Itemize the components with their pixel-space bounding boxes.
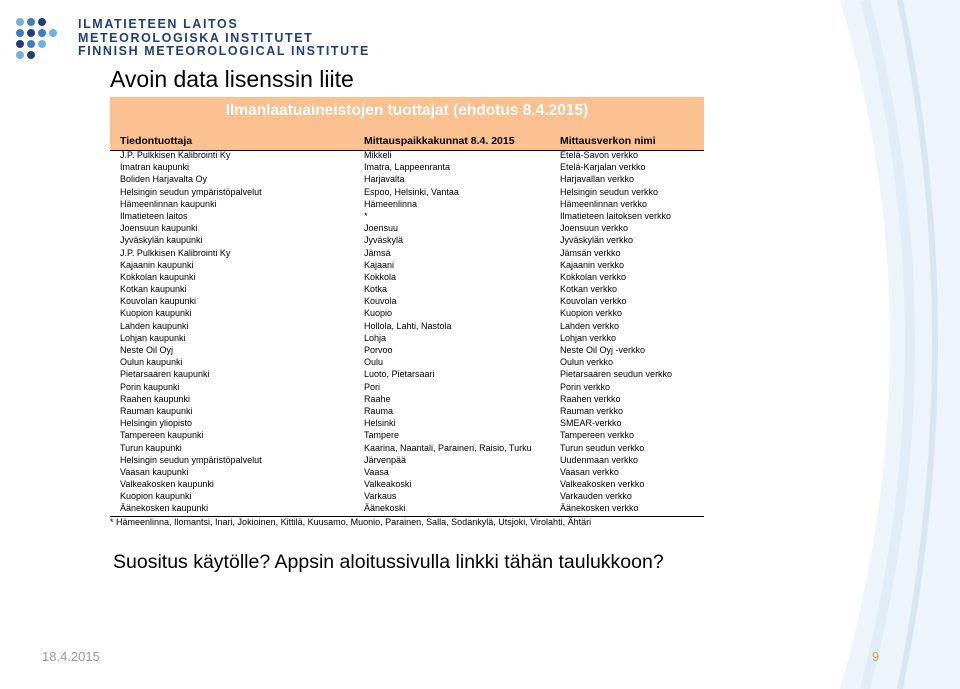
cell-producer: Kokkolan kaupunki bbox=[120, 271, 196, 282]
cell-producer: Kouvolan kaupunki bbox=[120, 296, 197, 307]
cell-network: Hämeenlinnan verkko bbox=[560, 198, 648, 209]
cell-network: Kouvolan verkko bbox=[560, 296, 627, 307]
cell-locations: Oulu bbox=[364, 357, 384, 368]
table-row bbox=[110, 442, 704, 454]
cell-locations: Tampere bbox=[364, 430, 400, 441]
cell-locations: Kotka bbox=[364, 284, 388, 295]
cell-locations: Jyväskylä bbox=[364, 235, 404, 246]
cell-producer: Valkeakosken kaupunki bbox=[120, 479, 214, 490]
table-row bbox=[110, 149, 704, 161]
page-number: 9 bbox=[872, 649, 880, 664]
cell-producer: Jyväskylän kaupunki bbox=[120, 235, 203, 246]
table-row bbox=[110, 307, 704, 319]
cell-locations: Varkaus bbox=[364, 491, 397, 502]
cell-network: Neste Oil Oyj -verkko bbox=[560, 345, 646, 355]
cell-network: Lahden verkko bbox=[560, 320, 620, 331]
table-row bbox=[110, 344, 704, 356]
cell-locations: Mikkeli bbox=[364, 150, 392, 160]
cell-network: Helsingin seudun verkko bbox=[560, 186, 659, 197]
cell-producer: Raahen kaupunki bbox=[120, 393, 191, 404]
table-row bbox=[110, 283, 704, 295]
cell-producer: Kajaanin kaupunki bbox=[120, 259, 194, 270]
cell-network: Kuopion verkko bbox=[560, 308, 623, 319]
cell-producer: Oulun kaupunki bbox=[120, 357, 183, 368]
cell-producer: Kuopion kaupunki bbox=[120, 491, 192, 502]
cell-locations: Hollola, Lahti, Nastola bbox=[364, 320, 452, 331]
cell-network: Tampereen verkko bbox=[560, 430, 635, 441]
table-row bbox=[110, 173, 704, 185]
cell-locations: Hämeenlinna bbox=[364, 198, 418, 209]
cell-locations: Valkeakoski bbox=[364, 479, 412, 490]
table-row bbox=[110, 259, 704, 271]
cell-producer: Rauman kaupunki bbox=[120, 405, 193, 416]
cell-locations: Vaasa bbox=[364, 466, 389, 477]
cell-locations: Raahe bbox=[364, 393, 391, 404]
column-network: Mittausverkon nimi bbox=[560, 135, 656, 147]
table-row bbox=[110, 222, 704, 234]
cell-producer: Lohjan kaupunki bbox=[120, 332, 186, 343]
cell-producer: Ilmatieteen laitos bbox=[120, 210, 188, 221]
table-row bbox=[110, 247, 704, 259]
cell-producer: Hämeenlinnan kaupunki bbox=[120, 198, 217, 209]
suggestion-text: Suositus käytölle? Appsin aloitussivulla linkki tähän taulukkoon? bbox=[113, 551, 664, 573]
cell-locations: Rauma bbox=[364, 405, 394, 416]
table-row bbox=[110, 210, 704, 222]
table-row bbox=[110, 356, 704, 368]
cell-network: Lohjan verkko bbox=[560, 332, 617, 343]
logo-line-2: METEOROLOGISKA INSTITUTET bbox=[78, 30, 314, 45]
cell-producer: Turun kaupunki bbox=[120, 442, 182, 453]
table-row bbox=[110, 381, 704, 393]
cell-network: Jämsän verkko bbox=[560, 247, 621, 258]
cell-network: Valkeakosken verkko bbox=[560, 479, 645, 490]
cell-locations: Kuopio bbox=[364, 308, 393, 319]
cell-locations: Porvoo bbox=[364, 345, 393, 355]
table-row bbox=[110, 417, 704, 429]
table-row bbox=[110, 320, 704, 332]
cell-producer: Imatran kaupunki bbox=[120, 162, 190, 173]
cell-network: Etelä-Savon verkko bbox=[560, 150, 639, 160]
cell-network: Kajaanin verkko bbox=[560, 259, 625, 270]
cell-producer: J.P. Pulkkisen Kalibrointi Ky bbox=[120, 150, 231, 160]
table-row bbox=[110, 466, 704, 478]
cell-producer: Neste Oil Oyj bbox=[120, 345, 174, 355]
cell-network: Porin verkko bbox=[560, 381, 611, 392]
cell-producer: Helsingin yliopisto bbox=[120, 418, 193, 429]
cell-producer: Äänekosken kaupunki bbox=[120, 503, 209, 514]
cell-producer: Kotkan kaupunki bbox=[120, 284, 187, 295]
cell-network: Uudenmaan verkko bbox=[560, 454, 639, 465]
cell-producer: Helsingin seudun ympäristöpalvelut bbox=[120, 454, 262, 465]
table-row bbox=[110, 186, 704, 198]
table-row bbox=[110, 502, 704, 514]
cell-producer: Joensuun kaupunki bbox=[120, 223, 198, 234]
table-row bbox=[110, 478, 704, 490]
cell-network: Kokkolan verkko bbox=[560, 271, 627, 282]
cell-network: Vaasan verkko bbox=[560, 466, 619, 477]
cell-network: Jyväskylän verkko bbox=[560, 235, 634, 246]
cell-network: Pietarsaaren seudun verkko bbox=[560, 369, 673, 380]
cell-locations: Imatra, Lappeenranta bbox=[364, 162, 451, 173]
cell-producer: Boliden Harjavalta Oy bbox=[120, 174, 208, 185]
logo-line-1: ILMATIETEEN LAITOS bbox=[78, 17, 239, 31]
fmi-logo-icon bbox=[14, 16, 64, 62]
cell-network: Äänekosken verkko bbox=[560, 503, 639, 514]
cell-producer: Kuopion kaupunki bbox=[120, 308, 192, 319]
table-row bbox=[110, 405, 704, 417]
table-column-header bbox=[110, 129, 704, 151]
cell-network: Raahen verkko bbox=[560, 393, 621, 404]
table-row bbox=[110, 332, 704, 344]
cell-network: Harjavallan verkko bbox=[560, 174, 635, 185]
table-title-bar bbox=[110, 97, 704, 129]
cell-locations: Harjavalta bbox=[364, 174, 405, 185]
footer-date: 18.4.2015 bbox=[42, 649, 100, 664]
cell-network: Kotkan verkko bbox=[560, 284, 618, 295]
cell-network: Joensuun verkko bbox=[560, 223, 629, 234]
cell-producer: Lahden kaupunki bbox=[120, 320, 189, 331]
cell-locations: Luoto, Pietarsaari bbox=[364, 369, 435, 380]
cell-locations: Kajaani bbox=[364, 259, 395, 270]
cell-locations: * bbox=[364, 210, 368, 221]
table-row bbox=[110, 490, 704, 502]
table-row bbox=[110, 161, 704, 173]
table-row bbox=[110, 295, 704, 307]
decorative-arcs bbox=[820, 0, 960, 689]
slide-title: Avoin data lisenssin liite bbox=[110, 66, 354, 92]
table-row bbox=[110, 429, 704, 441]
table-body bbox=[110, 149, 704, 515]
logo-line-3: FINNISH METEOROLOGICAL INSTITUTE bbox=[78, 44, 370, 58]
cell-producer: Helsingin seudun ympäristöpalvelut bbox=[120, 186, 262, 197]
cell-locations: Kouvola bbox=[364, 296, 397, 307]
cell-producer: Pietarsaaren kaupunki bbox=[120, 369, 210, 380]
table-title: Ilmanlaatuaineistojen tuottajat (ehdotus 8.4.2015) bbox=[225, 102, 589, 119]
cell-producer: Vaasan kaupunki bbox=[120, 466, 189, 477]
cell-network: Oulun verkko bbox=[560, 357, 614, 368]
cell-locations: Lohja bbox=[364, 332, 387, 343]
cell-network: Rauman verkko bbox=[560, 405, 624, 416]
cell-network: Etelä-Karjalan verkko bbox=[560, 162, 646, 173]
cell-network: SMEAR-verkko bbox=[560, 418, 622, 429]
cell-locations: Kaarina, Naantali, Parainen, Raisio, Turku bbox=[364, 442, 532, 453]
cell-locations: Jämsä bbox=[364, 247, 391, 258]
cell-locations: Helsinki bbox=[364, 418, 396, 429]
table-row bbox=[110, 234, 704, 246]
cell-locations: Pori bbox=[364, 381, 381, 392]
institute-logo bbox=[14, 14, 370, 64]
table-row bbox=[110, 271, 704, 283]
cell-producer: Porin kaupunki bbox=[120, 381, 180, 392]
cell-network: Varkauden verkko bbox=[560, 491, 632, 502]
column-producer: Tiedontuottaja bbox=[120, 135, 193, 147]
cell-locations: Äänekoski bbox=[364, 503, 406, 514]
cell-producer: J.P. Pulkkisen Kalibrointi Ky bbox=[120, 247, 231, 258]
table-row bbox=[110, 198, 704, 210]
table-footnote: * Hämeenlinna, Ilomantsi, Inari, Jokioinen, Kittilä, Kuusamo, Muonio, Parainen, Salla, Sodankylä, Utsjoki, Virolahti, Ähtäri bbox=[110, 517, 592, 527]
cell-network: Turun seudun verkko bbox=[560, 442, 645, 453]
column-locations: Mittauspaikkakunnat 8.4. 2015 bbox=[364, 135, 515, 147]
cell-network: Ilmatieteen laitoksen verkko bbox=[560, 210, 672, 221]
cell-producer: Tampereen kaupunki bbox=[120, 430, 204, 441]
cell-locations: Kokkola bbox=[364, 271, 397, 282]
table-row bbox=[110, 454, 704, 466]
cell-locations: Joensuu bbox=[364, 223, 399, 234]
cell-locations: Espoo, Helsinki, Vantaa bbox=[364, 186, 459, 197]
table-row bbox=[110, 368, 704, 380]
table-row bbox=[110, 393, 704, 405]
cell-locations: Järvenpää bbox=[364, 454, 407, 465]
